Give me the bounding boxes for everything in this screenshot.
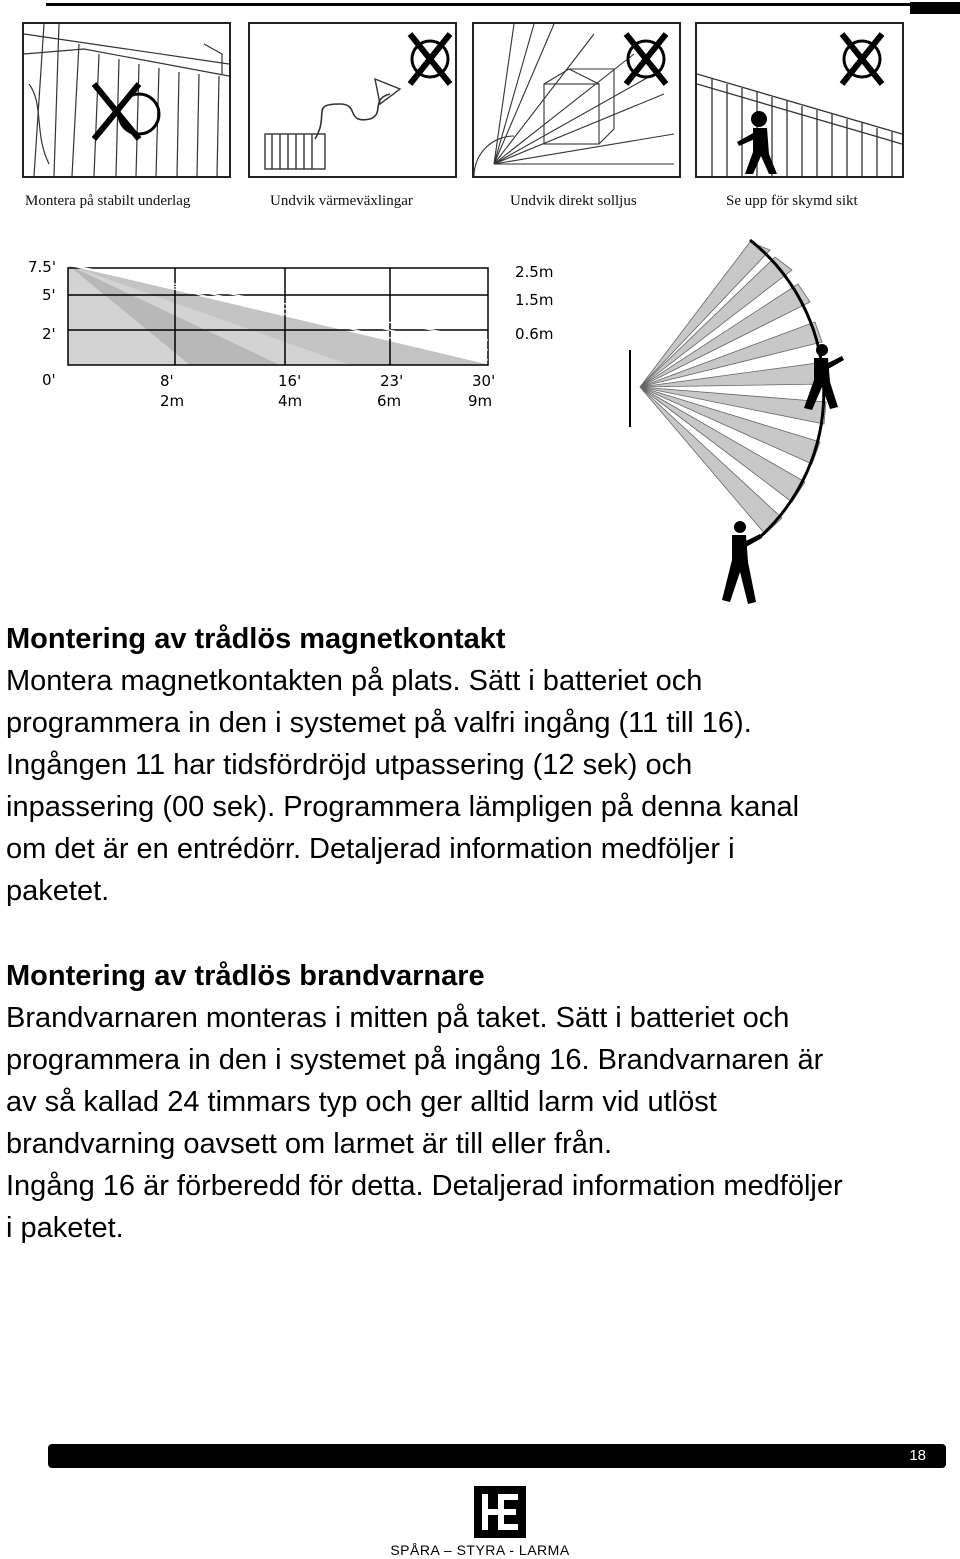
distance-ft-label: 23' (380, 372, 404, 390)
no-symbol-icon (94, 84, 139, 139)
he-logo-icon (474, 1486, 526, 1538)
footer-bar (48, 1444, 946, 1468)
illustration-obstruction (695, 22, 904, 178)
distance-m-label: 2m (160, 392, 185, 410)
body-line: av så kallad 24 timmars typ och ger alltid larm vid utlöst (6, 1086, 717, 1118)
illustration-sunlight (472, 22, 681, 178)
height-label: 0' (42, 371, 56, 389)
body-line: Brandvarnaren monteras i mitten på taket. Sätt i batteriet och (6, 1002, 790, 1034)
height-label: 7.5' (28, 258, 56, 276)
distance-ft-label: 8' (160, 372, 174, 390)
radiator-drawing (250, 24, 455, 176)
sun-rays-drawing (474, 24, 679, 176)
wall-mount-drawing (24, 24, 229, 176)
body-line: brandvarning oavsett om larmet är till eller från. (6, 1128, 613, 1160)
caption-stable-mount: Montera på stabilt underlag (25, 193, 191, 209)
caption-sunlight: Undvik direkt solljus (510, 193, 637, 209)
metric-height-label: 2.5m (515, 263, 554, 281)
distance-ft-label: 16' (278, 372, 302, 390)
brand-logo (474, 1486, 526, 1538)
body-line: i paketet. (6, 1212, 124, 1244)
header-rule (46, 0, 960, 8)
body-line: Ingång 16 är förberedd för detta. Detaljerad information medföljer (6, 1170, 843, 1202)
body-line: inpassering (00 sek). Programmera lämpligen på denna kanal (6, 791, 800, 823)
detection-range-diagram (20, 250, 580, 420)
illustration-stable-mount (22, 22, 231, 178)
distance-m-label: 4m (278, 392, 303, 410)
header-block (910, 2, 960, 14)
body-line: Ingången 11 har tidsfördröjd utpassering (12 sek) och (6, 749, 693, 781)
distance-m-label: 9m (468, 392, 493, 410)
header-line (46, 3, 956, 6)
caption-heat: Undvik värmeväxlingar (270, 193, 413, 209)
section-heading: Montering av trådlös magnetkontakt (6, 623, 506, 655)
page-number: 18 (909, 1447, 926, 1464)
caption-obstruction: Se upp för skymd sikt (726, 193, 858, 209)
body-line: programmera in den i systemet på valfri ingång (11 till 16). (6, 707, 752, 739)
section-heading: Montering av trådlös brandvarnare (6, 960, 485, 992)
height-label: 5' (42, 286, 56, 304)
fence-drawing (697, 24, 902, 176)
body-line: om det är en entrédörr. Detaljerad information medföljer i (6, 833, 735, 865)
footer-tagline: SPÅRA – STYRA - LARMA (390, 1542, 570, 1558)
metric-height-label: 1.5m (515, 291, 554, 309)
body-line: paketet. (6, 875, 110, 907)
section-magnetkontakt (6, 618, 946, 912)
person-icon (737, 111, 777, 174)
distance-ft-label: 30' (472, 372, 496, 390)
illustration-heat (248, 22, 457, 178)
detection-fan-diagram (600, 232, 860, 617)
body-line: programmera in den i systemet på ingång 16. Brandvarnaren är (6, 1044, 824, 1076)
body-line: Montera magnetkontakten på plats. Sätt i batteriet och (6, 665, 703, 697)
height-label: 2' (42, 325, 56, 343)
distance-m-label: 6m (377, 392, 402, 410)
section-brandvarnare (6, 955, 946, 1249)
person-icon (722, 521, 762, 604)
metric-height-label: 0.6m (515, 325, 554, 343)
